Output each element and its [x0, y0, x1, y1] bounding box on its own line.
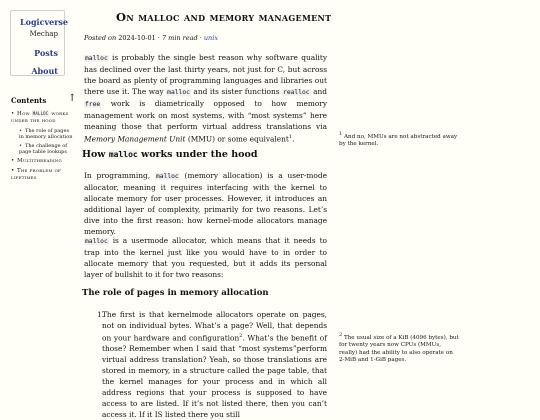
post-meta: [84, 34, 218, 42]
posted-on-label: Posted on: [84, 34, 117, 42]
back-to-top-icon[interactable]: ↑: [68, 93, 77, 104]
paragraph-usermode-allocator: malloc is a usermode allocator, which means that it needs to trap into the kernel just like you would have to in order to allocate memory that you requested, but it adds its personal layer of bullshit to it for two reasons:: [84, 236, 327, 279]
tag-unix-link[interactable]: unix: [203, 34, 218, 42]
intro-paragraph: malloc is probably the single best reason why software quality has declined over the last thirty years, not just for C, but across the board as plenty of programming languages and libraries out there use it. The way malloc and its sister functions realloc and free work is diametrically opposed to how memory management work on most systems, with “most systems” here meaning those that perform virtual address translations via Memory Management Unit (MMU) or some equivalent$^1$.: [84, 53, 328, 144]
paragraph-user-mode-allocator: In programming, malloc (memory allocation) is a user-mode allocator, meaning it requires interfacing with the kernel to allocate memory for user processes. However, it introduces an additional layer of complexity, primarily for two reasons. Let’s dive into the first reason: how kernel-mode allocators manage memory.: [84, 171, 327, 236]
post-date: 2024-10-01: [118, 34, 156, 42]
section-heading-role-of-pages: The role of pages in memory allocation: [82, 288, 269, 298]
toc-item-role-of-pages[interactable]: • The role of pages in memory allocation: [19, 128, 73, 140]
meta-separator: ·: [199, 34, 202, 42]
toc-item-how-malloc-works[interactable]: • How malloc works under the hood: [11, 110, 69, 124]
toc-item-page-table-lookups[interactable]: • The challenge of page table lookups: [19, 143, 68, 155]
footnote-ref-1[interactable]: 1: [288, 134, 293, 140]
sidenote-1: $^1$ And no, MMUs are not abstracted away by the kernel.: [339, 131, 458, 148]
nav-about-link[interactable]: About: [31, 66, 58, 76]
section-heading-how-malloc-works: How malloc works under the hood: [82, 149, 258, 160]
site-subtitle: Mechap: [29, 30, 58, 38]
sidenote-2: $^2$ The usual size of a KiB (4096 bytes), but for twenty years now CPUs (MMUs, really) had the ability to also operate on 2-MiB and 1-GiB pages.: [339, 332, 459, 364]
list-item: 1. The first is that kernelmode allocators operate on pages, not on individual bytes. What’s a page? Well, that depends on your hardware and configuration$^2$. What’s the benefit of those? Remember when I said that “most systems”perform virtual address translation? Yeah, so those translations are stored in memory, in a structure called the page table, that the kernel manages for your process and in which all address regions that your process is supposed to have access to are listed. If it’s not listed there, then you can’t access it. If it IS listed there you still: [97, 310, 327, 420]
article-title: On malloc and memory management: [116, 10, 332, 24]
toc-item-problem-of-lifetimes[interactable]: • The problem of lifetimes: [11, 168, 62, 181]
list-number: 1.: [97, 310, 105, 319]
toc-heading: Contents: [11, 96, 47, 105]
site-title-link[interactable]: Logicverse: [20, 17, 69, 27]
toc-item-multithreading[interactable]: • Multithreading: [11, 158, 62, 164]
site-header: [10, 10, 69, 76]
read-time: 7 min read: [161, 34, 198, 42]
table-of-contents: [11, 110, 75, 185]
nav-posts-link[interactable]: Posts: [34, 48, 58, 58]
meta-separator: ·: [157, 34, 160, 42]
footnote-ref-2[interactable]: 2: [239, 333, 243, 339]
